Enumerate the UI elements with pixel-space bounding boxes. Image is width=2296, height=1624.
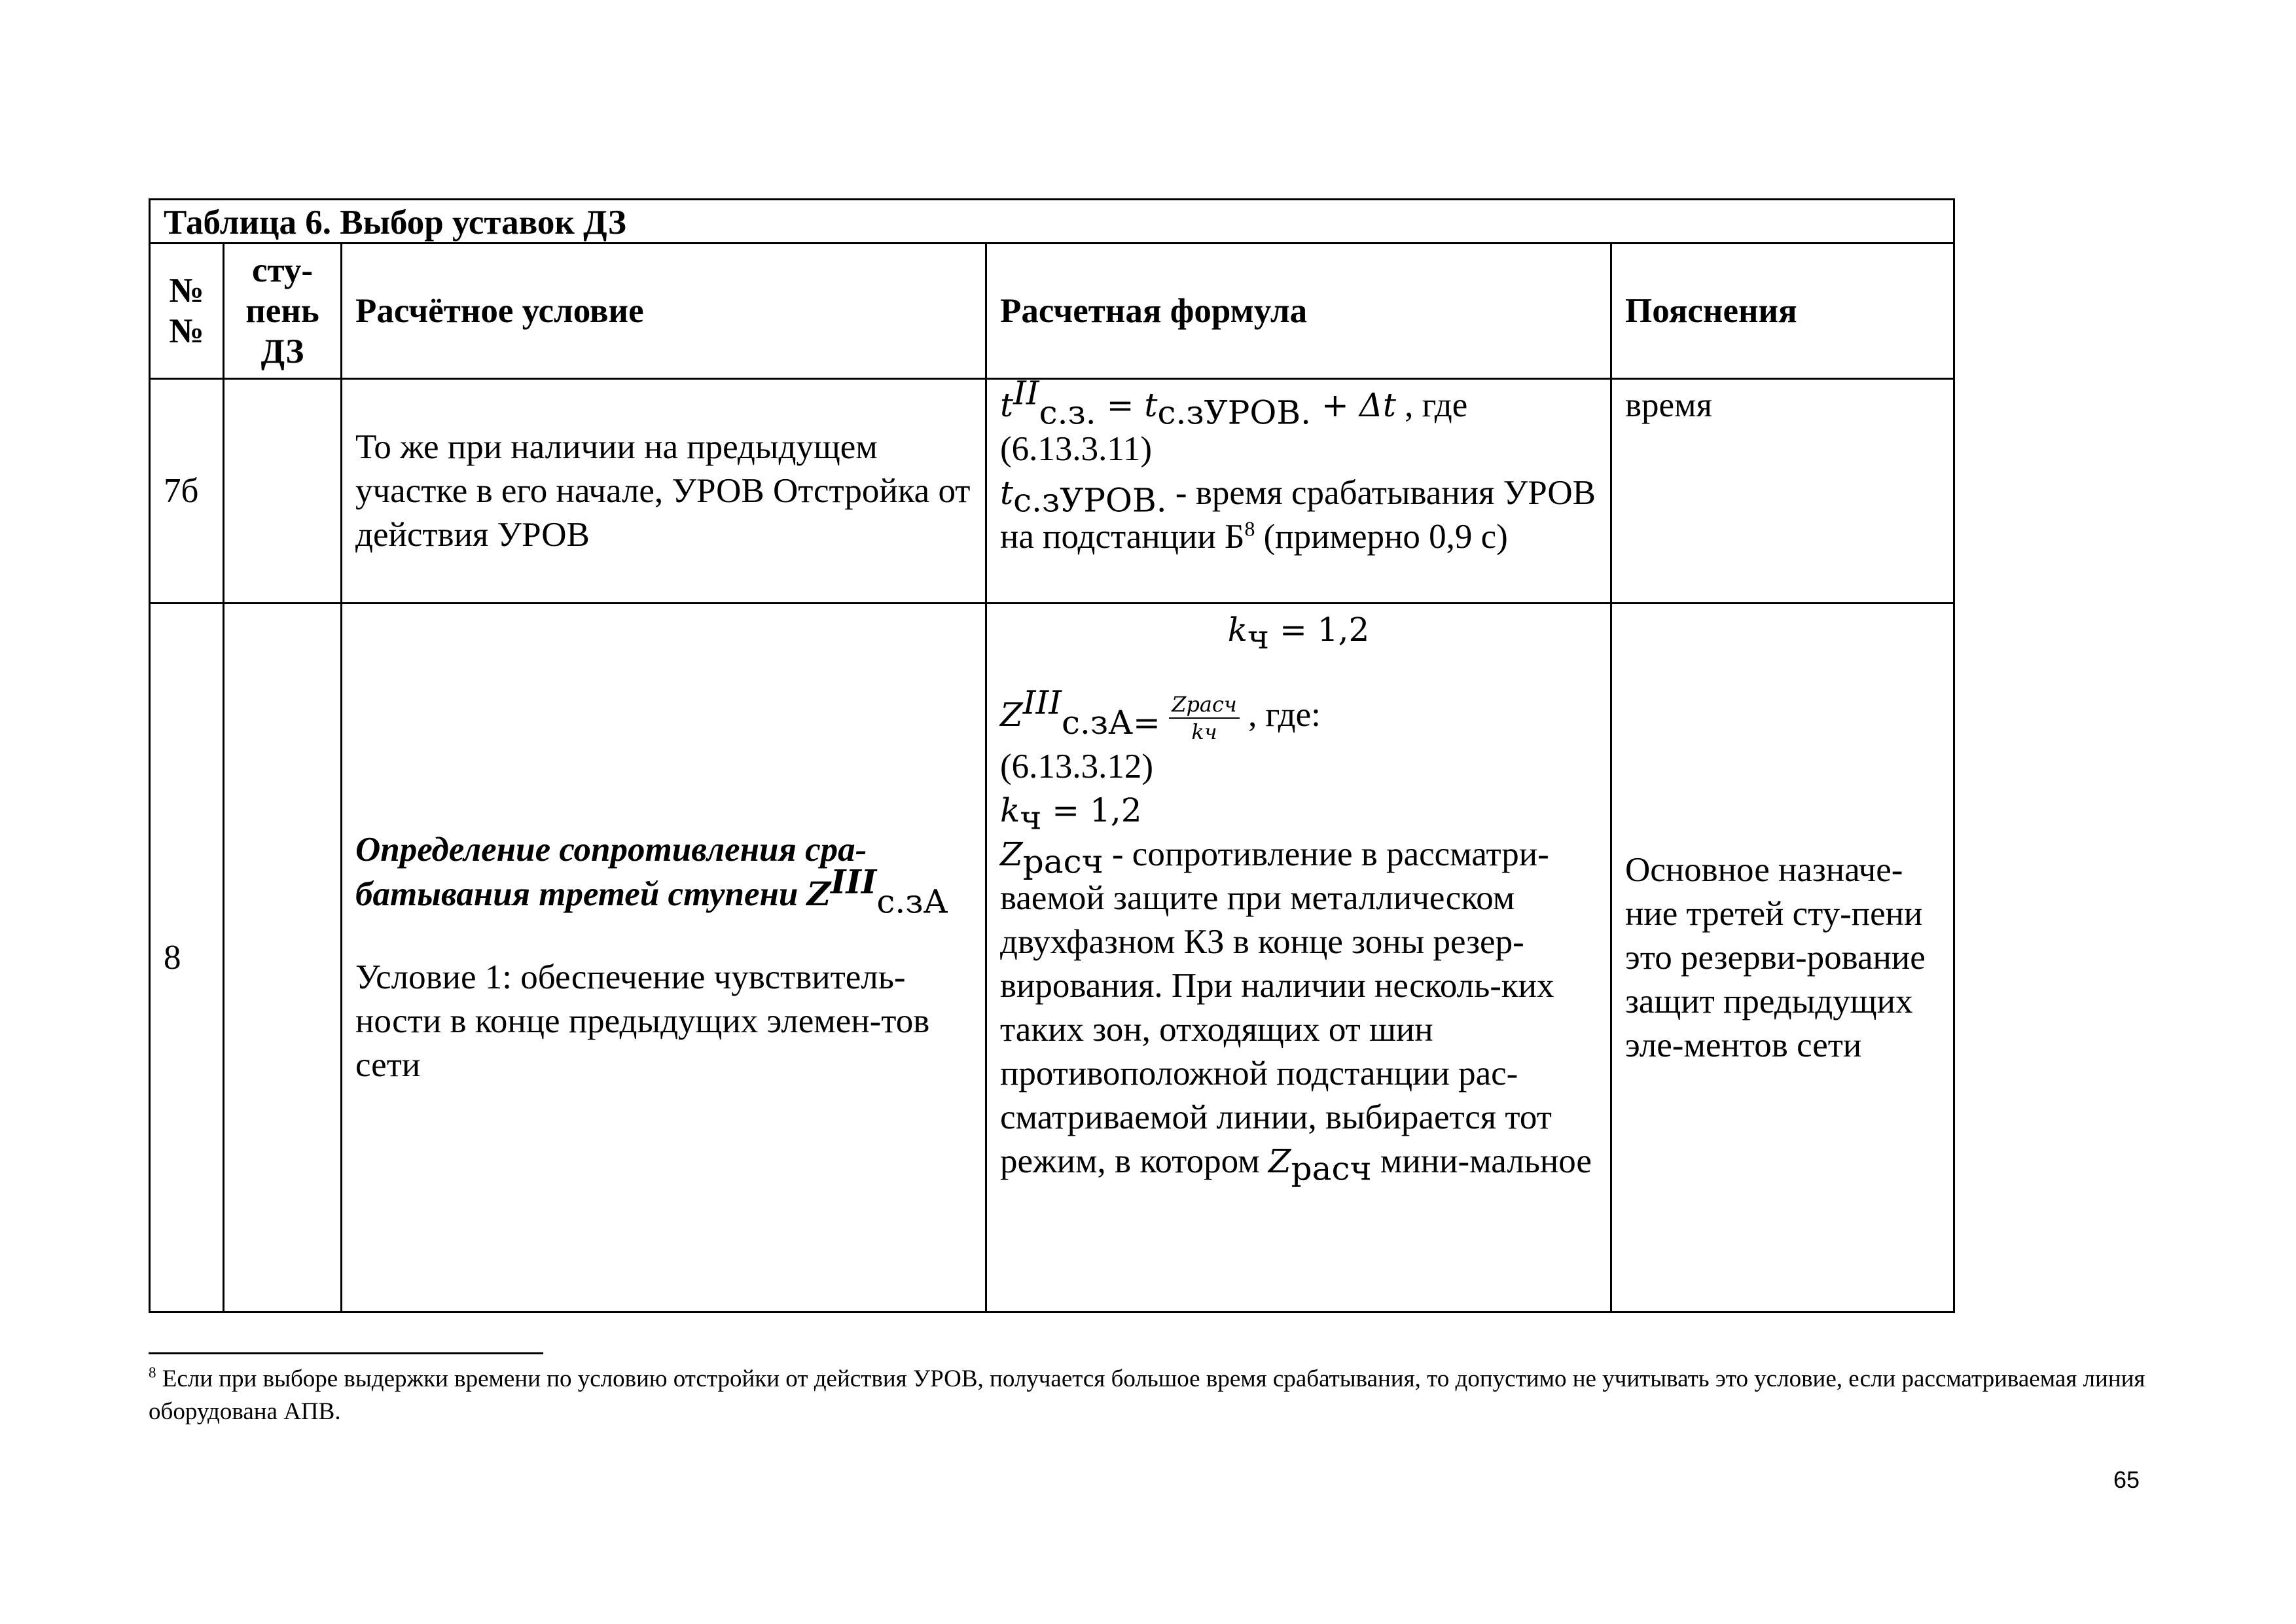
def-tail: (примерно 0,9 с) (1255, 518, 1508, 556)
zr2-var: Z (1268, 1142, 1291, 1180)
condition-title: Определение сопротивления сра-батывания третей ступени (355, 831, 867, 913)
t2-var: t (1144, 386, 1158, 424)
row8-notes: Основное назначе-ние третей сту-пени это резерви-рование защит предыдущих эле-ментов сети (1611, 604, 1954, 1312)
kch2-var: k (1000, 791, 1020, 829)
kch-var: k (1227, 611, 1248, 649)
row8-stage (224, 604, 342, 1312)
zr-var: Z (1000, 835, 1023, 873)
def-text: - время срабатывания УРОВ на подстанции Б (1000, 474, 1596, 556)
kch-sub: ч (1247, 618, 1270, 657)
fraction (1169, 691, 1240, 745)
footnote-separator (149, 1352, 543, 1354)
row8-num: 8 (150, 604, 224, 1312)
header-notes: Пояснения (1611, 244, 1954, 379)
t-sub: с.з. (1039, 393, 1096, 432)
row7b-num: 7б (150, 379, 224, 604)
formula-ref: (6.13.3.11) (1000, 430, 1153, 468)
row7b-formula (986, 374, 1611, 604)
row7b-stage (224, 379, 342, 604)
def-sub: с.зУРОВ. (1013, 481, 1167, 520)
kch-line (1000, 608, 1597, 657)
header-stage: сту- пень ДЗ (224, 244, 342, 379)
frac-den: kч (1191, 719, 1217, 744)
z-var: Z (806, 875, 831, 913)
formula-ref: (6.13.3.12) (1000, 748, 1154, 785)
kch2-val: = 1,2 (1041, 791, 1142, 829)
t-sup: II (1013, 374, 1039, 412)
row8-formula (986, 604, 1611, 1312)
t-var: t (1000, 386, 1014, 424)
page-number: 65 (2113, 1466, 2140, 1493)
z-sup: III (831, 862, 877, 901)
footnote (149, 1363, 2158, 1428)
zr-text: - сопротивление в рассматри-ваемой защите при металлическом двухфазном КЗ в конце зоны резер-вирования. При наличии несколь-ких таких зон, отходящих от шин противоположной подстанции рас-сматриваемой линии, выбирается тот режим, в котором (1000, 835, 1554, 1180)
eq-sign: = (1096, 386, 1145, 424)
z3-sub: с.зА= (1062, 703, 1160, 742)
where-text: , где (1395, 386, 1468, 424)
settings-table (149, 198, 1955, 1313)
z3-sup: III (1022, 683, 1062, 722)
spacer (355, 916, 972, 956)
row7b-notes: время (1611, 379, 1954, 604)
zr-tail: мини-мальное (1371, 1142, 1592, 1180)
header-condition: Расчётное условие (342, 244, 986, 379)
z-sub: с.зА (876, 882, 948, 921)
footnote-ref: 8 (1244, 517, 1255, 541)
frac-num: Zрасч (1169, 691, 1240, 719)
footnote-mark: 8 (149, 1364, 156, 1381)
t2-sub: с.зУРОВ. (1157, 393, 1312, 432)
zr-sub: расч (1022, 842, 1103, 881)
kch2-sub: ч (1020, 799, 1042, 837)
spacer (1000, 652, 1597, 691)
footnote-text: Если при выборе выдержки времени по условию отстройки от действия УРОВ, получается большое время срабатывания, то допустимо не учитывать это условие, если рассматриваемая линия оборудована АПВ. (149, 1365, 2145, 1425)
zr2-sub: расч (1291, 1149, 1372, 1188)
condition-text: Условие 1: обеспечение чувствитель-ности в конце предыдущих элемен-тов сети (355, 958, 930, 1084)
kch-val: = 1,2 (1269, 611, 1370, 649)
table-title: Таблица 6. Выбор уставок ДЗ (150, 200, 1954, 244)
where-text: , где: (1239, 696, 1321, 734)
header-num: № № (150, 244, 224, 379)
def-var: t (1000, 474, 1014, 512)
plus-delta-t: + Δt (1311, 386, 1396, 424)
row7b-condition: То же при наличии на предыдущем участке в его начале, УРОВ Отстройка от действия УРОВ (342, 379, 986, 604)
row8-condition (342, 604, 986, 1312)
header-formula: Расчетная формула (986, 244, 1611, 379)
z3-var: Z (1000, 696, 1023, 734)
